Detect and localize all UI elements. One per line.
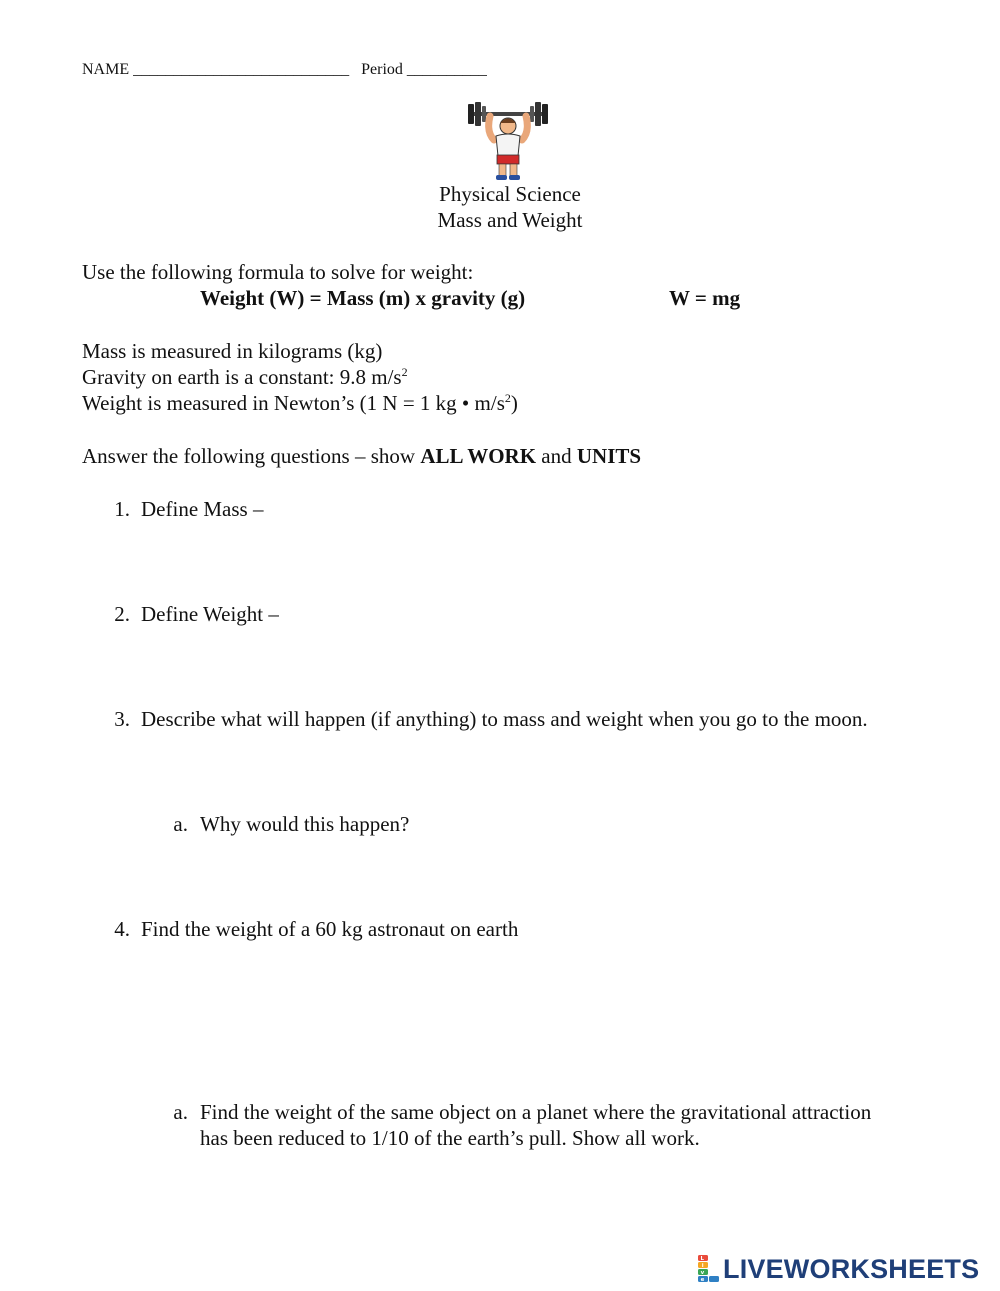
gravity-text: Gravity on earth is a constant: 9.8 m/s [82,365,402,389]
question-2-text: Define Weight – [141,602,279,626]
question-1-number: 1. [114,497,130,521]
formula-short [669,285,740,311]
fact-weight [82,390,518,416]
question-3-text: Describe what will happen (if anything) to mass and weight when you go to the moon. [141,707,868,731]
liveworksheets-logo-icon [698,1255,720,1283]
period-blank[interactable]: __________ [406,61,487,78]
formula-intro: Use the following formula to solve for weight: [82,260,474,284]
page-title [0,181,1000,233]
svg-text:L: L [700,1256,705,1263]
title-line-1: Physical Science [439,182,581,206]
formula-text: Weight (W) = Mass (m) x gravity (g) [200,286,526,310]
formula [200,285,525,311]
question-4a-number: a. [173,1100,188,1124]
svg-text:v: v [700,1270,705,1277]
fact-mass: Mass is measured in kilograms (kg) [82,339,383,363]
weightlifter-icon [464,98,552,182]
question-4-text: Find the weight of a 60 kg astronaut on earth [141,917,519,941]
question-3a-number: a. [173,812,188,836]
question-3a-text: Why would this happen? [200,812,410,836]
header-name-period [82,60,487,80]
weight-suffix: ) [510,391,518,415]
instructions-bold-2: UNITS [576,444,642,468]
fact-gravity [82,364,408,390]
title-line-2: Mass and Weight [437,208,583,232]
question-1-text: Define Mass – [141,497,264,521]
question-4a-line-2: has been reduced to 1/10 of the earth’s pull. Show all work. [200,1126,700,1150]
weight-exponent: 2 [504,391,511,405]
liveworksheets-logo[interactable] [698,1254,979,1284]
name-blank[interactable]: ___________________________ [133,61,350,78]
name-label: NAME [82,61,130,78]
question-4a-line-1: Find the weight of the same object on a planet where the gravitational attraction [200,1100,872,1124]
weight-text: Weight is measured in Newton’s (1 N = 1 kg • m/s [82,391,505,415]
svg-text:e: e [700,1277,705,1283]
liveworksheets-text: LIVEWORKSHEETS [723,1254,980,1284]
instructions-bold-1: ALL WORK [420,444,537,468]
question-4-number: 4. [114,917,130,941]
question-2-number: 2. [114,602,130,626]
svg-text:i: i [701,1263,704,1270]
gravity-exponent: 2 [401,365,408,379]
instructions-middle: and [536,444,577,468]
instructions-prefix: Answer the following questions – show [82,444,421,468]
formula-short-text: W = mg [669,286,741,310]
question-4a-text [200,1099,871,1151]
instructions [82,443,641,469]
question-3-number: 3. [114,707,130,731]
period-label: Period [361,61,403,78]
